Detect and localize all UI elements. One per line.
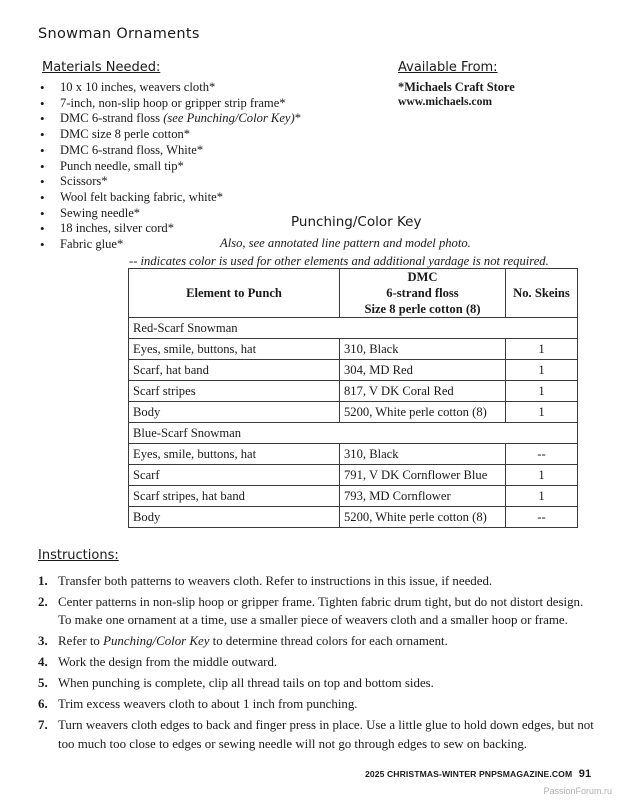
step-number: 4.: [38, 655, 48, 670]
step-text: Turn weavers cloth edges to back and finger press in place. Use a little glue to hold down edges, but not too much too close to edges or sewing needle will not go through edges to sew on backing.: [58, 718, 594, 751]
material-text: DMC 6-strand floss: [60, 111, 164, 126]
table-row: [129, 486, 578, 507]
material-item: [40, 80, 301, 96]
step-number: 1.: [38, 574, 48, 588]
cell-color: 5200, White perle cotton (8): [340, 402, 506, 423]
cell-skeins: 1: [506, 360, 578, 381]
header-dmc-line: DMC: [407, 270, 438, 284]
step-number: 5.: [38, 676, 48, 691]
table-row: [129, 507, 578, 528]
table-body: [129, 318, 578, 528]
material-text: Fabric glue*: [60, 237, 124, 252]
cell-element: Eyes, smile, buttons, hat: [129, 339, 340, 360]
materials-list: [40, 80, 301, 253]
instruction-step: [38, 653, 596, 671]
material-note: (see Punching/Color Key): [163, 111, 295, 126]
table-row: [129, 339, 578, 360]
cell-skeins: --: [506, 444, 578, 465]
footer-issue: 2025 CHRISTMAS-WINTER: [365, 769, 477, 779]
material-item: [40, 127, 301, 143]
table-group-row: [129, 318, 578, 339]
cell-color: 310, Black: [340, 339, 506, 360]
color-key-heading: Punching/Color Key: [291, 214, 422, 230]
material-text: Sewing needle*: [60, 205, 141, 220]
step-number: 2.: [38, 595, 48, 609]
header-dmc: [340, 269, 506, 318]
cell-element: Scarf: [129, 465, 340, 486]
group-name: Blue-Scarf Snowman: [129, 423, 578, 444]
header-skeins: No. Skeins: [506, 269, 578, 318]
material-item: [40, 111, 301, 127]
step-text: Center patterns in non-slip hoop or gripper frame. Tighten fabric drum tight, but do not distort design. To make one ornament at a time, use a smaller piece of weavers cloth and a smaller hoop or frame.: [58, 595, 584, 628]
header-dmc-line: Size 8 perle cotton (8): [364, 302, 481, 316]
instruction-step: [38, 593, 596, 630]
material-item: [40, 143, 301, 159]
cell-skeins: 1: [506, 465, 578, 486]
instructions-list: [38, 572, 596, 756]
material-item: [40, 159, 301, 175]
cell-skeins: 1: [506, 381, 578, 402]
step-number: 3.: [38, 634, 48, 649]
cell-color: 793, MD Cornflower: [340, 486, 506, 507]
material-item: [40, 221, 301, 237]
materials-heading: Materials Needed:: [42, 60, 161, 75]
instructions-heading: Instructions:: [38, 548, 119, 563]
material-asterisk: *: [294, 111, 302, 126]
material-text: 7-inch, non-slip hoop or gripper strip frame*: [60, 95, 286, 110]
cell-color: 304, MD Red: [340, 360, 506, 381]
material-item: [40, 174, 301, 190]
material-item: [40, 96, 301, 112]
material-text: 10 x 10 inches, weavers cloth*: [60, 80, 216, 94]
table-row: [129, 444, 578, 465]
step-text: Refer to: [58, 634, 104, 649]
material-item: [40, 190, 301, 206]
step-text: Punching/Color Key: [103, 634, 210, 649]
cell-skeins: 1: [506, 339, 578, 360]
header-element: Element to Punch: [129, 269, 340, 318]
cell-element: Scarf, hat band: [129, 360, 340, 381]
available-from-heading: Available From:: [398, 60, 498, 75]
store-name: *Michaels Craft Store: [398, 80, 515, 94]
table-row: [129, 381, 578, 402]
material-text: Punch needle, small tip*: [60, 158, 184, 173]
step-number: 6.: [38, 697, 48, 712]
material-text: Scissors*: [60, 174, 108, 189]
cell-element: Eyes, smile, buttons, hat: [129, 444, 340, 465]
material-text: DMC size 8 perle cotton*: [60, 127, 191, 142]
footer-site: PNPSMAGAZINE.COM: [478, 769, 573, 779]
step-text: When punching is complete, clip all thread tails on top and bottom sides.: [58, 676, 434, 691]
material-item: [40, 206, 301, 222]
cell-color: 5200, White perle cotton (8): [340, 507, 506, 528]
table-row: [129, 360, 578, 381]
cell-color: 310, Black: [340, 444, 506, 465]
color-key-note: Also, see annotated line pattern and model photo.: [220, 236, 471, 250]
page-footer: [365, 768, 591, 780]
material-text: DMC 6-strand floss, White*: [60, 142, 204, 157]
instruction-step: [38, 695, 596, 713]
table-group-row: [129, 423, 578, 444]
instruction-step: [38, 572, 596, 590]
page-number: 91: [578, 768, 592, 780]
header-dmc-line: 6-strand floss: [386, 286, 459, 300]
color-key-table: [128, 268, 578, 528]
cell-element: Body: [129, 402, 340, 423]
instruction-step: [38, 674, 596, 692]
material-text: 18 inches, silver cord*: [60, 221, 175, 236]
step-text: Trim excess weavers cloth to about 1 inch from punching.: [58, 697, 358, 712]
store-url[interactable]: www.michaels.com: [398, 95, 493, 108]
step-text: Work the design from the middle outward.: [58, 655, 278, 670]
cell-color: 791, V DK Cornflower Blue: [340, 465, 506, 486]
cell-element: Body: [129, 507, 340, 528]
instruction-step: [38, 716, 596, 753]
instruction-step: [38, 632, 596, 650]
cell-skeins: --: [506, 507, 578, 528]
step-text: to determine thread colors for each ornament.: [209, 634, 448, 649]
cell-element: Scarf stripes, hat band: [129, 486, 340, 507]
material-text: Wool felt backing fabric, white*: [60, 189, 223, 204]
watermark: PassionForum.ru: [543, 786, 612, 796]
cell-color: 817, V DK Coral Red: [340, 381, 506, 402]
step-number: 7.: [38, 718, 48, 733]
table-row: [129, 402, 578, 423]
color-key-legend-note: -- indicates color is used for other elements and additional yardage is not required.: [129, 254, 549, 268]
group-name: Red-Scarf Snowman: [129, 318, 578, 339]
cell-element: Scarf stripes: [129, 381, 340, 402]
page-title: Snowman Ornaments: [38, 26, 200, 42]
table-header-row: [129, 269, 578, 318]
cell-skeins: 1: [506, 402, 578, 423]
table-row: [129, 465, 578, 486]
cell-skeins: 1: [506, 486, 578, 507]
step-text: Transfer both patterns to weavers cloth. Refer to instructions in this issue, if needed.: [58, 574, 493, 588]
